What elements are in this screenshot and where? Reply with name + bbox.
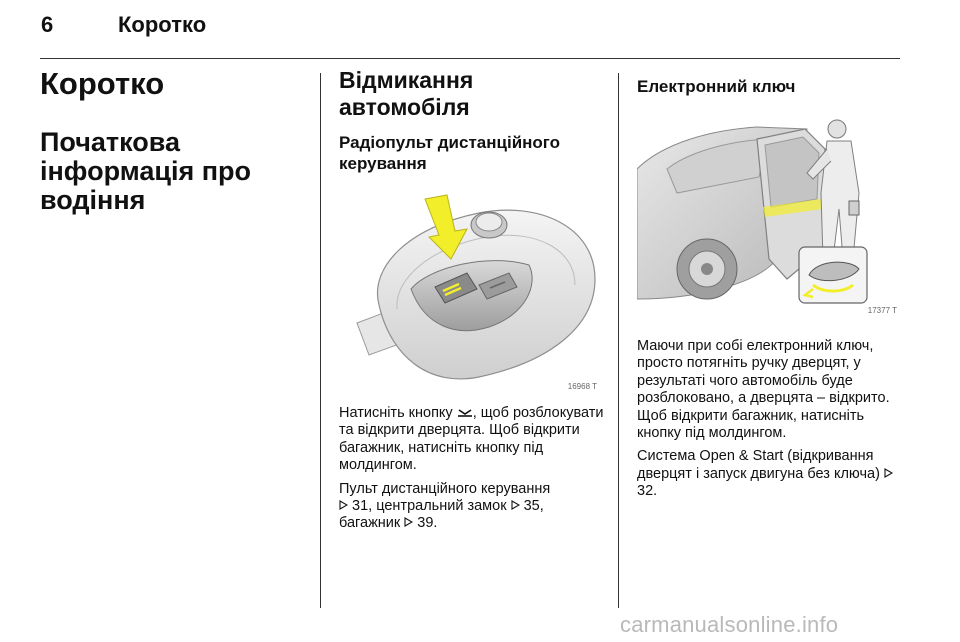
page-reference-icon [339, 500, 348, 510]
figure-code: 17377 T [867, 306, 897, 315]
car-door-illustration [637, 109, 905, 319]
column-unlocking [339, 66, 607, 533]
figure-code: 16968 T [567, 382, 597, 391]
car-door-drawing [637, 109, 905, 319]
electronic-key-instructions: Маючи при собі електронний ключ, просто потягніть ручку дверцят, у результаті чого автомобіль буде розблоковано, а дверцята – відкрито. Щоб відкрити багажник, натисніть кнопку під молдингом. [637, 338, 890, 442]
section-title: Коротко [40, 66, 165, 101]
watermark-text: carmanualsonline.info [620, 612, 839, 637]
page-reference-icon [404, 517, 413, 527]
page-header [0, 0, 960, 60]
unlock-button-icon [457, 408, 473, 418]
column-divider-1 [320, 73, 321, 608]
page-reference-icon [511, 500, 520, 510]
electronic-key-heading: Електронний ключ [637, 77, 796, 96]
remote-references: Пульт дистанційного керування 31, центральний замок 35, багажник 39. [339, 480, 551, 532]
unlocking-heading: Відмикання автомобіля [339, 67, 474, 120]
open-start-reference: Система Open & Start (відкривання дверцят і запуск двигуна без ключа) 32. [637, 448, 907, 500]
page-reference-icon [884, 468, 893, 478]
running-title: Коротко [118, 12, 207, 37]
remote-key-illustration [339, 187, 605, 395]
remote-instructions: Натисніть кнопку , щоб розблокувати та відкрити дверцята. Щоб відкрити багажник, натисніть кнопку під молдингом. [339, 405, 604, 474]
header-rule [40, 58, 900, 59]
page-number: 6 [41, 12, 54, 37]
section-subtitle: Початкова інформація про водіння [40, 127, 251, 215]
remote-key-drawing [339, 187, 605, 395]
column-intro [40, 66, 308, 215]
column-divider-2 [618, 73, 619, 608]
remote-control-heading: Радіопульт дистанційного керування [339, 133, 561, 173]
column-electronic-key [637, 66, 907, 501]
